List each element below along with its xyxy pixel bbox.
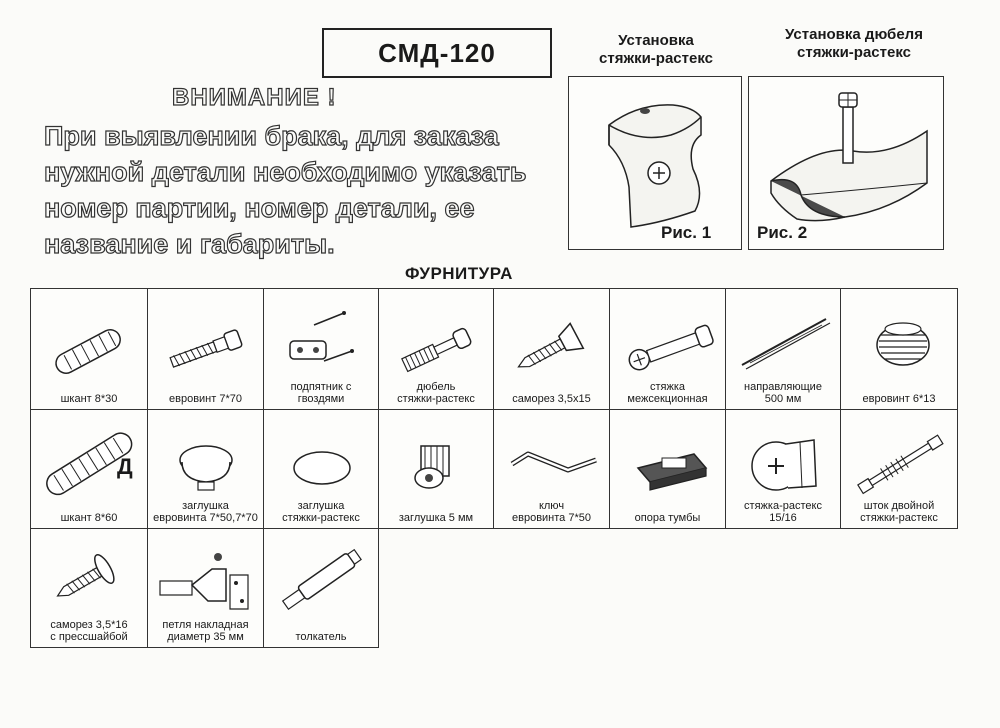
item-label: петля накладная диаметр 35 мм [162,619,249,643]
item-label: саморез 3,5*16 с прессшайбой [50,619,128,643]
item-label: опора тумбы [634,512,701,524]
item-label: шкант 8*60 [60,512,118,524]
item-label: ключ евровинта 7*50 [512,500,591,524]
item-label: саморез 3,5х15 [512,393,591,405]
hardware-item [725,288,841,410]
item-label: стяжка-растекс 15/16 [744,500,822,524]
hardware-item [840,288,958,410]
model-number: СМД-120 [378,37,496,68]
item-label: заглушка евровинта 7*50,7*70 [153,500,258,524]
marker-letter: Д [117,454,133,479]
figure-2-title-line: Установка дюбеля [785,26,923,43]
figure-1-box [568,76,742,250]
hardware-item [30,528,148,648]
item-label: стяжка межсекционная [627,381,708,405]
attention-line: номер партии, номер детали, ее [44,193,475,223]
hardware-item [378,288,494,410]
hardware-item [725,409,841,529]
item-label: подпятник с гвоздями [290,381,352,405]
item-label: шток двойной стяжки-растекс [860,500,938,524]
item-label: направляющие 500 мм [744,381,822,405]
item-label: шкант 8*30 [60,393,118,405]
hardware-item [147,528,264,648]
hardware-item [493,409,610,529]
figure-1-title-line: Установка [618,32,694,49]
hardware-item [147,288,264,410]
attention-text [44,118,574,262]
hardware-item [493,288,610,410]
figure-1-title-line: стяжки-растекс [599,50,713,67]
hardware-item [609,409,726,529]
hardware-item [609,288,726,410]
section-title: ФУРНИТУРА [405,264,513,283]
attention-line: нужной детали необходимо указать [44,157,527,187]
figure-2-title [756,26,952,62]
panel-with-cam-illustration [569,77,741,249]
attention-line: При выявлении брака, для заказа [44,121,499,151]
item-label: евровинт 7*70 [169,393,242,405]
figure-2-title-line: стяжки-растекс [797,44,911,61]
hardware-item [147,409,264,529]
figure-1-label: Рис. 1 [661,223,712,242]
attention-title: ВНИМАНИЕ ! [172,84,337,111]
hardware-item [263,409,379,529]
item-label: заглушка стяжки-растекс [282,500,360,524]
item-label: толкатель [295,631,347,643]
item-label: дюбель стяжки-растекс [397,381,475,405]
hardware-item [30,409,148,529]
hardware-item [840,409,958,529]
hardware-item [263,528,379,648]
figure-1-title [574,32,738,68]
attention-line: название и габариты. [44,229,335,259]
figure-2-label: Рис. 2 [757,223,808,242]
hardware-item [263,288,379,410]
item-label: заглушка 5 мм [398,512,474,524]
figure-2-box [748,76,944,250]
hardware-item [378,409,494,529]
item-label: евровинт 6*13 [862,393,936,405]
model-number-box [322,28,552,78]
hardware-item [30,288,148,410]
